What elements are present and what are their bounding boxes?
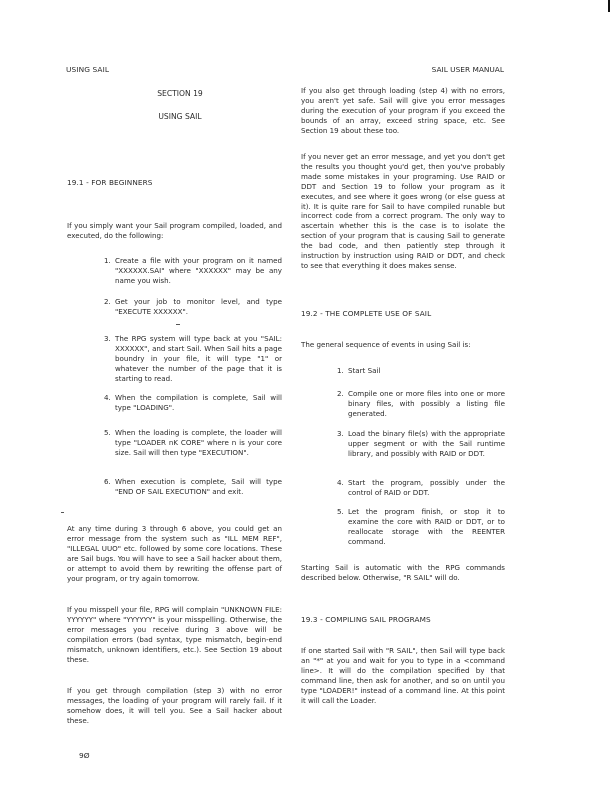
- step-number: 5.: [337, 507, 344, 516]
- page-number: 9Ø: [79, 751, 90, 760]
- heading-19-1: 19.1 - FOR BEGINNERS: [67, 178, 153, 187]
- starting-sail-paragraph: Starting Sail is automatic with the RPG commands described below. Otherwise, "R SAIL" will do.: [301, 563, 505, 582]
- step-text: Start Sail: [348, 366, 381, 375]
- step-text: When the loading is complete, the loader will type "LOADER nK CORE" where n is your core size. Sail will then type "EXECUTION".: [115, 428, 282, 457]
- step-number: 5.: [104, 428, 111, 437]
- step-text: Create a file with your program on it named "XXXXXX.SAI" where "XXXXXX" may be any name you wish.: [115, 256, 282, 285]
- debugging-paragraph: If you never get an error message, and yet you don't get the results you thought you'd get, then you've probably made some mistakes in your programing. Use RAID or DDT and Section 19 to follow your program as it executes, and see where it goes wrong (or else guess at it). It is quite rare for Sail to have compiled runable but incorrect code from a correct program. The only way to ascertain whether this is the case is to isolate the section of your program that is causing Sail to generate the bad code, and then patiently step through it instruction by instruction using RAID or DDT, and check to see that everything it does makes sense.: [301, 152, 505, 270]
- step-text: When the compilation is complete, Sail will type "LOADING".: [115, 393, 282, 412]
- sequence-intro: The general sequence of events in using Sail is:: [301, 340, 471, 349]
- step-number: 4.: [104, 393, 111, 402]
- scan-speck: [61, 512, 64, 513]
- compiling-paragraph: If one started Sail with "R SAIL", then Sail will type back an "*" at you and wait for you to type in a <command line>. It will do the compilation specified by that command line, then ask for another, and so on until you type "LOADER!" instead of a command line. At this point it will call the Loader.: [301, 646, 505, 705]
- execution-errors-paragraph: If you also get through loading (step 4) with no errors, you aren't yet safe. Sail will give you error messages during the execution of your program if you exceed the bounds of an array, exceed string space, etc. See Section 19 about these too.: [301, 86, 505, 135]
- step-number: 1.: [104, 256, 111, 265]
- step-text: Get your job to monitor level, and type "EXECUTE XXXXXX".: [115, 297, 282, 316]
- running-header-right: SAIL USER MANUAL: [431, 65, 504, 74]
- step-number: 2.: [104, 297, 111, 306]
- step-number: 6.: [104, 477, 111, 486]
- left-column: [67, 0, 282, 791]
- section-number: SECTION 19: [157, 89, 203, 98]
- heading-19-2: 19.2 - THE COMPLETE USE OF SAIL: [301, 309, 432, 318]
- errors-paragraph: At any time during 3 through 6 above, you could get an error message from the system such as "ILL MEM REF", "ILLEGAL UUO" etc. followed by some core locations. These are Sail bugs. You will have to see a Sail hacker about them, or attempt to avoid them by rewriting the offense part of your program, or try again tomorrow.: [67, 524, 282, 583]
- step-number: 3.: [104, 334, 111, 343]
- step-text: When execution is complete, Sail will type "END OF SAIL EXECUTION" and exit.: [115, 477, 282, 496]
- step-number: 4.: [337, 478, 344, 487]
- step-number: 2.: [337, 389, 344, 398]
- step-number: 1.: [337, 366, 344, 375]
- scan-edge-mark: [608, 0, 610, 12]
- right-column: [301, 0, 505, 791]
- scan-speck: [176, 324, 180, 325]
- intro-paragraph: If you simply want your Sail program compiled, loaded, and executed, do the following:: [67, 221, 282, 240]
- section-title: USING SAIL: [158, 112, 202, 121]
- step-number: 3.: [337, 429, 344, 438]
- step-text: Compile one or more files into one or more binary files, with possibly a listing file generated.: [348, 389, 505, 418]
- step-text: Load the binary file(s) with the appropriate upper segment or with the Sail runtime library, and possibly with RAID or DDT.: [348, 429, 505, 458]
- step-text: Let the program finish, or stop it to examine the core with RAID or DDT, or to reallocate storage with the REENTER command.: [348, 507, 505, 546]
- loading-paragraph: If you get through compilation (step 3) with no error messages, the loading of your program will rarely fail. If it somehow does, it will tell you. See a Sail hacker about these.: [67, 686, 282, 725]
- misspell-paragraph: If you misspell your file, RPG will complain "UNKNOWN FILE: YYYYYY" where "YYYYYY" is your misspelling. Otherwise, the error messages you receive during 3 above will be compilation errors (bad syntax, type mismatch, begin-end mismatch, unknown identifiers, etc.). See Section 19 about these.: [67, 605, 282, 664]
- running-header-left: USING SAIL: [66, 65, 110, 74]
- step-text: Start the program, possibly under the control of RAID or DDT.: [348, 478, 505, 497]
- heading-19-3: 19.3 - COMPILING SAIL PROGRAMS: [301, 615, 431, 624]
- step-text: The RPG system will type back at you "SAIL: XXXXXX", and start Sail. When Sail hits a page boundry in your file, it will type "1" or whatever the number of the page that it is starting to read.: [115, 334, 282, 383]
